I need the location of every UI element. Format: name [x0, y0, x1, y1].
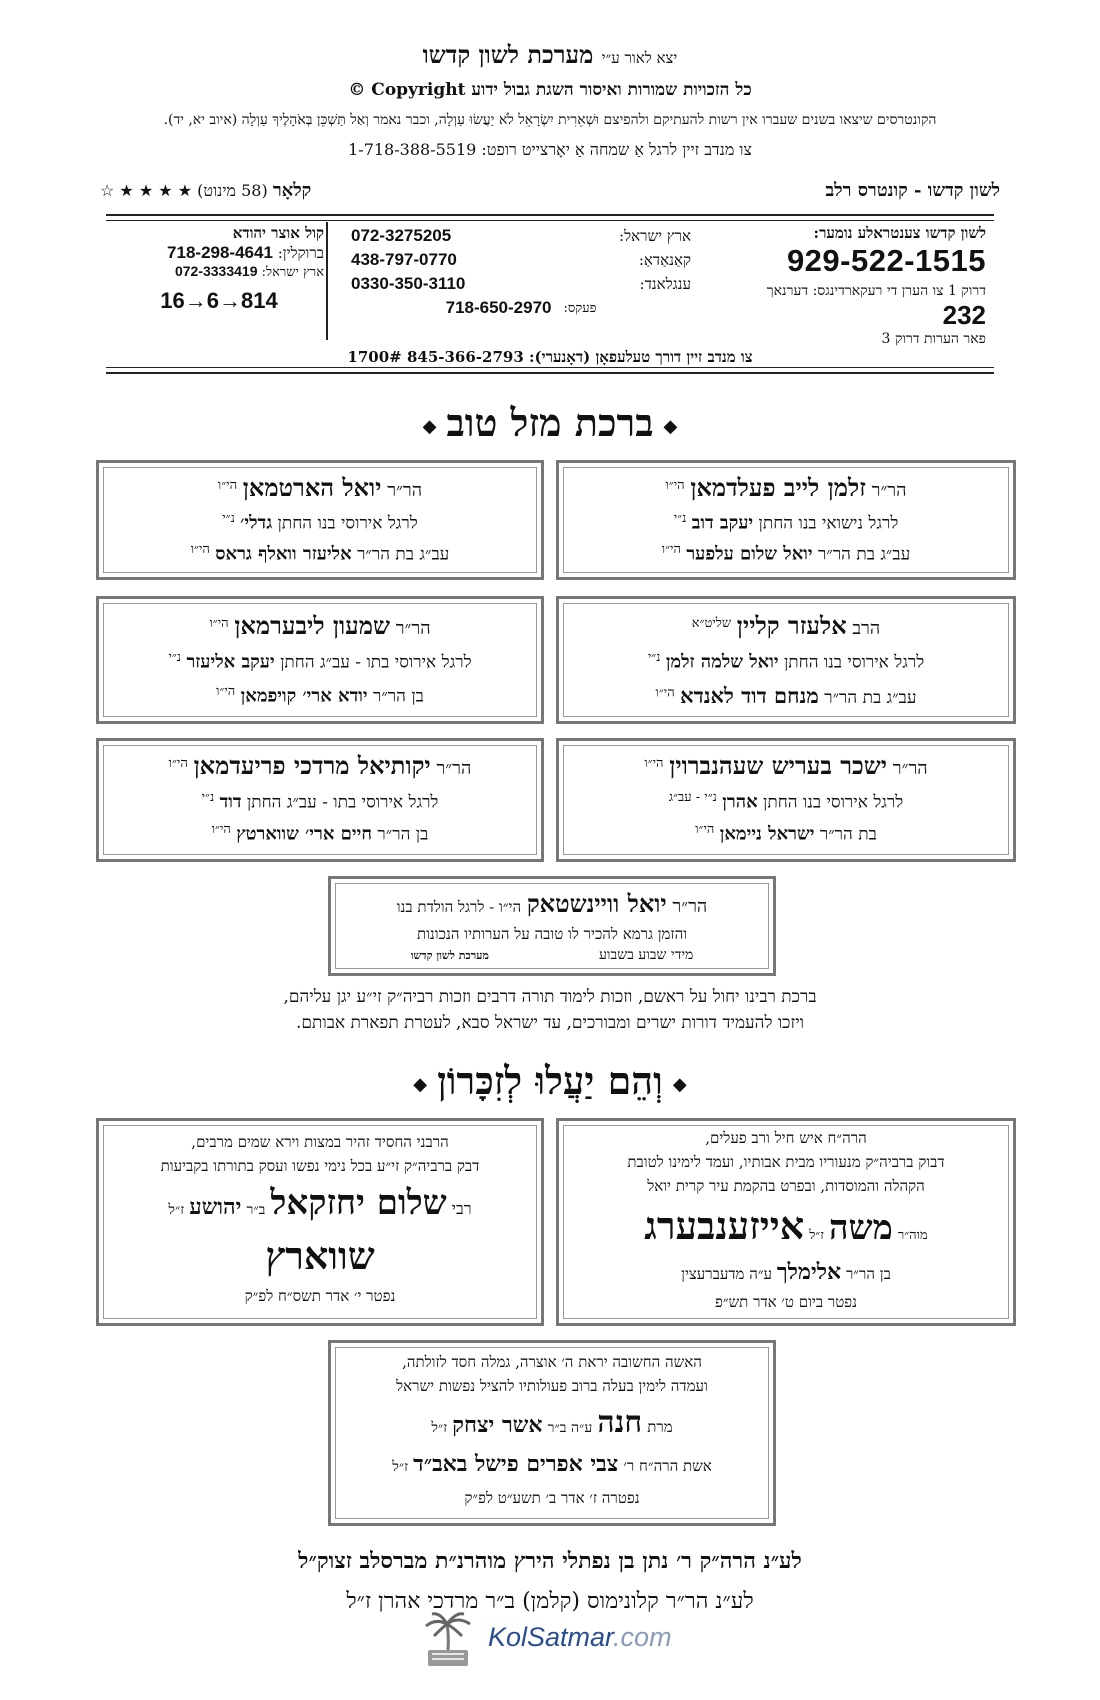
memorial-line: הרה״ח איש חיל ורב פעלים,	[705, 1129, 867, 1147]
press1-text: דרוק 1 צו הערן די רעקארדינגס: דערנאך	[766, 283, 986, 299]
honorific: הי״ו	[217, 478, 238, 493]
box-line-1	[99, 473, 541, 503]
divider-bottom	[106, 372, 994, 374]
box-line-3	[559, 821, 1013, 845]
title-prefix: הר״ר	[871, 480, 907, 501]
deceased-name: משה	[828, 1208, 893, 1248]
stars: ★ ★ ★ ★ ☆	[100, 181, 193, 200]
relation: בת הר״ר	[819, 824, 877, 845]
intl-label: ענגלאנד:	[639, 274, 691, 293]
blessing-line: ויזכו להעמיד דורות ישרים ומבורכים, עד ישראל סבא, לעטרת תפארת אבותם.	[295, 1013, 805, 1033]
box-line-2	[99, 789, 541, 813]
box-line-2	[559, 649, 1013, 673]
honorific: ז״ל	[431, 1420, 448, 1436]
occasion: הי״ו - לרגל הולדת בנו	[396, 898, 522, 916]
mazel-box	[96, 738, 544, 862]
palm-tree-icon	[418, 1610, 478, 1670]
memorial-line: דבוק ברביה״ק מנעוריו מבית אבותיו, ועמד לימינו לטובת	[627, 1153, 945, 1171]
blessing-line: ברכת רבינו יחול על ראשם, וזכות לימוד תורה דרבים וזכות רביה״ק זי״ע יגן עליהם,	[283, 987, 817, 1007]
divider-top-thin	[106, 220, 994, 221]
kol-code: 16→6→814	[160, 288, 278, 313]
relation: עב״ג בת הר״ר	[818, 544, 911, 565]
occasion: לרגל אירוסי בנו החתן	[763, 792, 904, 813]
kol-title: קול אוצר יהודא	[232, 224, 324, 242]
intl-number[interactable]: 072-3275205	[351, 226, 452, 245]
inlaw-name: יואל שלום עלפער	[686, 543, 813, 565]
occasion: לרגל נישואי בנו החתן	[758, 513, 899, 534]
publisher-name: מערכת לשון קדשו	[422, 40, 594, 69]
memorial-name-line	[331, 1405, 773, 1440]
groom-name: דוד	[219, 791, 242, 813]
mazel-box	[96, 596, 544, 724]
blessing-paragraph	[100, 984, 1000, 1036]
inlaw-name: אליעזר וואלף גראס	[215, 543, 352, 565]
father-origin: ע״ה מדעברעצין	[681, 1265, 773, 1283]
kol-otzar	[114, 224, 324, 314]
groom-name: יעקב אליעזר	[186, 651, 275, 673]
groom-name: יואל שלמה זלמן	[665, 651, 779, 673]
memorial-title	[0, 1058, 1100, 1104]
central-label: לשון קדשו צענטראלע נומער:	[813, 224, 986, 242]
person-name: שמעון ליבערמאן	[234, 611, 390, 640]
honorific: הי״ו	[665, 478, 685, 493]
mazel-box	[556, 460, 1016, 580]
person-name: זלמן לייב פעלדמאן	[690, 473, 866, 502]
relation: בן הר״ר	[377, 824, 429, 845]
honorific: הי״ו	[190, 542, 210, 557]
birth-line-3	[331, 947, 773, 964]
divider-bottom-thin	[106, 367, 994, 368]
press1-line	[746, 283, 986, 331]
person-name: ישכר בעריש שעהנברוין	[669, 751, 888, 780]
honorific: ז״ל	[168, 1202, 185, 1218]
relation: בן הר״ר	[845, 1265, 891, 1283]
occasion: לרגל אירוסי בתו - עב״ג החתן	[246, 792, 439, 813]
inlaw-name: חיים ארי׳ שווארטץ	[236, 823, 373, 845]
memorial-dedication: לע״נ הר״ר קלונימוס (קלמן) ב״ר מרדכי אהרן ז״ל	[346, 1589, 754, 1614]
memorial-date: נפטר ביום ט׳ אדר תש״פ	[714, 1293, 858, 1311]
groom-name: אהרן	[722, 791, 758, 813]
box-line-1	[99, 751, 541, 781]
box-line-2	[559, 789, 1013, 813]
deceased-name: חנה	[597, 1405, 643, 1440]
box-line-2	[99, 649, 541, 673]
honorific: נ״י	[647, 650, 661, 665]
course-line	[100, 180, 1000, 206]
memorial-husband-line	[331, 1451, 773, 1477]
intl-label: קאַנאַדאַ:	[638, 250, 691, 269]
bullet-icon: ◆	[422, 416, 437, 437]
box-line-2	[99, 510, 541, 534]
birth-box	[328, 876, 776, 976]
title-prefix: מוה״ר	[897, 1228, 928, 1243]
donor-line: צו מנדב זיין לרגל אַ שמחה אַ יאָרצייט רופט: 1-718-388-5519	[348, 140, 752, 159]
title-prefix: מרת	[647, 1418, 673, 1436]
honorific: נ״י	[201, 790, 215, 805]
kol-israel	[114, 263, 324, 280]
box-line-1	[559, 751, 1013, 781]
birth-line-1	[331, 889, 773, 919]
honorific: הי״ו	[661, 542, 681, 557]
relation: בן הר״ר	[373, 686, 424, 707]
memorial-surname-line	[99, 1233, 541, 1279]
sponsor-line: צו מנדב זיין דורך טעלעפאָן (דאָנערי): 845-366-2793 1700#	[347, 348, 753, 366]
bullet-icon: ◆	[672, 1074, 687, 1095]
honorific: נ״י	[673, 511, 687, 526]
deceased-name: שלום יחזקאל	[270, 1183, 447, 1223]
memorial-line: הקהלה והמוסדות, ובפרט בהקמת עיר קרית יואל	[647, 1177, 925, 1195]
honorific: הי״ו	[655, 685, 675, 701]
divider-top	[106, 214, 994, 216]
course-title: לשון קדשו - קונטרס רלב	[825, 180, 1000, 201]
inlaw-name: ישראל ניימאן	[719, 823, 815, 845]
husband-name: צבי אפרים פישל באב״ד	[413, 1451, 619, 1477]
occasion: לרגל אירוסי בנו החתן	[277, 513, 418, 534]
occasion: לרגל אירוסי בנו החתן	[783, 652, 925, 673]
birth-weekly: מידי שבוע בשבוע	[598, 947, 694, 963]
honorific: הי״ו	[695, 822, 715, 837]
course-rating	[100, 180, 311, 201]
title-prefix: הר״ר	[395, 618, 431, 639]
kol-israel-label: ארץ ישראל:	[261, 265, 324, 280]
central-number[interactable]: 929-522-1515	[786, 243, 986, 278]
title-prefix: הר״ר	[892, 758, 928, 779]
memorial-date: נפטר י׳ אדר תשס״ח לפ״ק	[244, 1287, 396, 1305]
memorial-box	[556, 1118, 1016, 1326]
mazel-box	[556, 738, 1016, 862]
memorial-line: ועמדה לימין בעלה ברוב פעולותיו להציל נפשות ישראל	[396, 1377, 708, 1395]
honorific: נ״י	[222, 511, 235, 526]
father-name: אלימלך	[776, 1259, 842, 1285]
honorific: נ״י - עב״ג	[668, 790, 717, 805]
box-line-3	[559, 683, 1013, 709]
kol-brooklyn-number[interactable]: 718-298-4641	[167, 243, 273, 262]
box-line-2	[559, 510, 1013, 534]
logo-text	[488, 1622, 672, 1653]
copy-notice: הקונטרסים שיצאו בשנים שעברו אין רשות להעתיקם ולהפיצם וּשְׁאֵרִית יִשְׂרָאֵל לֹא יַעֲשׂוּ עַוְלָה, וכבר נאמר וְאַל תַּשְׁכֵּן בְּאֹהָלֶיךָ עַוְלָה (איוב יא, יד).	[163, 112, 937, 128]
memorial-dedication: לע״נ הרה״ק ר׳ נתן בן נפתלי הירץ מוהרנ״ת מברסלב זצוק״ל	[298, 1548, 802, 1574]
memorial-date: נפטרה ז׳ אדר ב׳ תשע״ט לפ״ק	[464, 1489, 640, 1507]
kol-brooklyn	[114, 243, 324, 263]
duration: (58 מינוט)	[197, 181, 268, 200]
kol-brooklyn-label: ברוקלין:	[277, 244, 324, 262]
deceased-surname: שווארץ	[265, 1233, 375, 1278]
rights-line: כל הזכויות שמורות ואיסור השגת גבול ידוע Copyright ©	[348, 80, 752, 100]
box-line-3	[99, 821, 541, 845]
intl-row	[351, 272, 691, 296]
mazel-tov-title	[0, 400, 1100, 446]
title-prefix: הר״ר	[387, 480, 423, 501]
groom-name: גדלי׳	[240, 512, 273, 534]
title-prefix: הר״ר	[436, 758, 472, 779]
title-prefix: רבי	[451, 1199, 472, 1218]
birth-line-2: והזמן גרמא להכיר לו טובה על הערותיו הנכונות	[416, 925, 688, 943]
clarity-label: קלאָר	[272, 180, 312, 201]
birth-signature: מערכת לשון קדשו	[410, 949, 489, 962]
intl-row	[351, 248, 691, 272]
honorific: הי״ו	[168, 756, 188, 771]
central-phone	[746, 224, 986, 348]
memorial-line	[559, 1259, 1013, 1285]
publisher-line	[0, 40, 1100, 70]
person-name: יואל הארטמאן	[242, 473, 382, 502]
memorial-name-line	[99, 1183, 541, 1223]
bullet-icon: ◆	[663, 416, 678, 437]
memorial-line: הרבני החסיד זהיר במצות וירא שמים מרבים,	[191, 1133, 449, 1151]
honorific: הי״ו	[644, 756, 664, 771]
relation: עב״ג בת הר״ר	[824, 688, 917, 708]
logo-name: KolSatmar	[488, 1622, 614, 1652]
box-line-1	[559, 611, 1013, 641]
mazel-tov-text: ברכת מזל טוב	[446, 400, 654, 445]
mazel-box	[556, 596, 1016, 724]
groom-name: יעקב דוב	[691, 512, 754, 534]
relation: ע״ה ב״ר	[547, 1420, 593, 1436]
memorial-box	[96, 1118, 544, 1326]
memorial-name-line	[559, 1203, 1013, 1249]
mazel-box	[96, 460, 544, 580]
intl-phones	[351, 224, 691, 320]
intl-number[interactable]: 438-797-0770	[351, 250, 457, 269]
title-prefix: הרב	[852, 618, 881, 639]
person-name: יואל וויינשטאק	[526, 889, 667, 918]
honorific: הי״ו	[216, 684, 236, 699]
intl-label: פעקס:	[563, 301, 597, 316]
intl-number[interactable]: 0330-350-3110	[351, 274, 466, 293]
intl-row	[351, 296, 691, 320]
publisher-prefix: יצא לאור ע״י	[601, 49, 678, 67]
logo-suffix: .com	[613, 1622, 672, 1652]
memorial-line: האשה החשובה יראת ה׳ אוצרה, גמלה חסד לזולתה,	[402, 1353, 702, 1371]
person-name: יקותיאל מרדכי פריעדמאן	[193, 751, 431, 780]
occasion: לרגל אירוסי בתו - עב״ג החתן	[280, 652, 472, 673]
box-line-3	[99, 683, 541, 707]
box-line-3	[99, 541, 541, 565]
intl-label: ארץ ישראל:	[619, 226, 691, 245]
memorial-line: דבק ברביה״ק זי״ע בכל נימי נפשו ועסק בתורתו בקביעות	[160, 1157, 480, 1175]
father-name: יהושע	[189, 1194, 242, 1220]
press1-number: 232	[942, 300, 986, 330]
title-prefix: הר״ר	[672, 896, 708, 917]
box-line-1	[99, 611, 541, 641]
honorific: ז״ל	[809, 1228, 824, 1243]
inlaw-name: מנחם דוד לאנדא	[680, 683, 819, 708]
press3-line: פאר הערות דרוק 3	[881, 331, 986, 347]
deceased-surname: אייזענבערג	[644, 1203, 805, 1248]
intl-number[interactable]: 718-650-2970	[445, 298, 552, 317]
phone-block	[106, 222, 994, 350]
honorific: נ״י	[168, 650, 182, 665]
kol-israel-number[interactable]: 072-3333419	[174, 263, 258, 279]
kolsatmar-logo[interactable]	[418, 1610, 688, 1670]
honorific: הי״ו	[209, 616, 229, 631]
relation: אשת הרה״ח ר׳	[623, 1457, 712, 1475]
honorific: שליט״א	[691, 616, 732, 631]
inlaw-name: יודא ארי׳ קויפמאן	[240, 685, 368, 707]
honorific: הי״ו	[211, 822, 231, 837]
honorific: ז״ל	[392, 1459, 409, 1475]
box-line-1	[559, 473, 1013, 503]
bullet-icon: ◆	[413, 1074, 428, 1095]
box-line-3	[559, 541, 1013, 565]
father-name: אשר יצחק	[452, 1412, 543, 1438]
relation: עב״ג בת הר״ר	[357, 544, 450, 565]
intl-row	[351, 224, 691, 248]
person-name: אלעזר קליין	[736, 611, 847, 640]
phone-divider	[326, 222, 328, 340]
memorial-title-text: וְהֵם יַעֲלוּ לְזִכָּרוֹן	[437, 1058, 663, 1103]
relation: ב״ר	[246, 1202, 266, 1218]
memorial-box	[328, 1340, 776, 1526]
